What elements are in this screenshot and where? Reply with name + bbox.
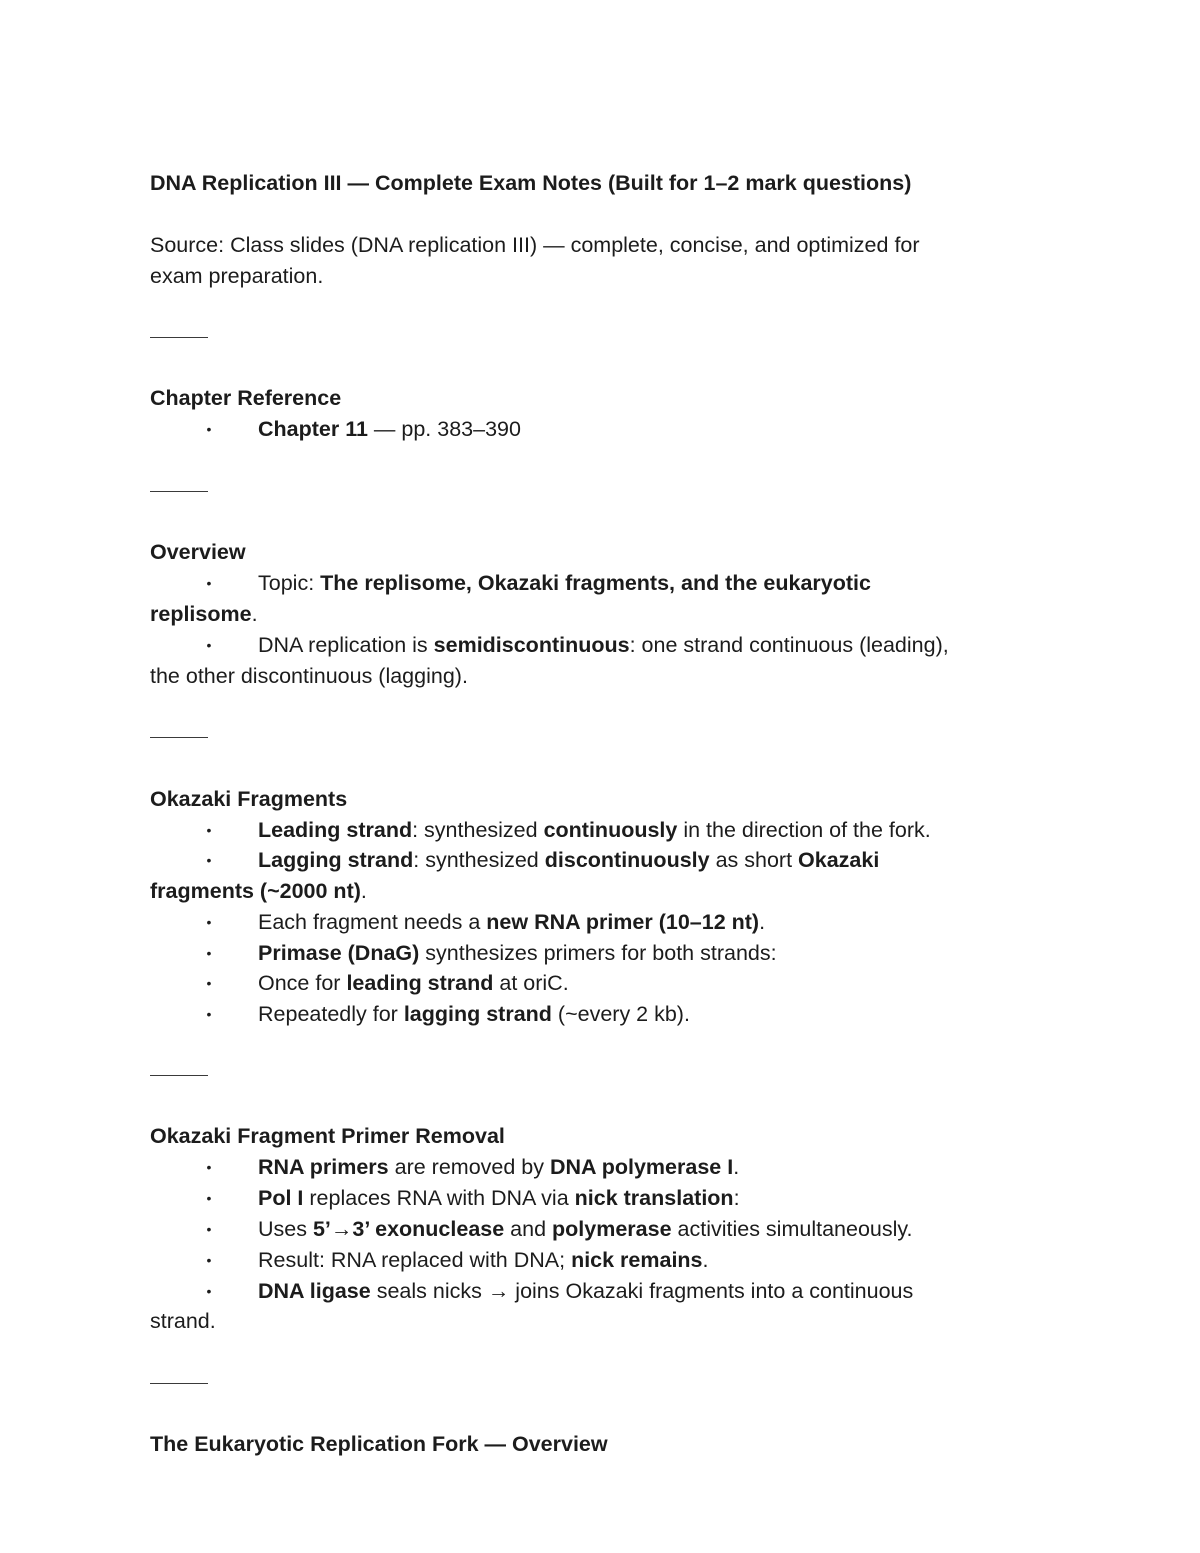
bullet-icon: • xyxy=(206,1006,212,1022)
bullet-icon: • xyxy=(206,637,212,653)
section-divider xyxy=(150,1075,208,1076)
bullet-icon: • xyxy=(206,852,212,868)
bullet-icon: • xyxy=(206,421,212,437)
section-divider xyxy=(150,1383,208,1384)
document-page: DNA Replication III — Complete Exam Notes (Built for 1–2 mark questions) Source: Class slides (DNA replication III) — complete, concise, and optimized for exam preparation. Chapter Reference • Chapter 11 — pp. 383–390 Overview • Topic: The replisome, Okazaki fragments, and the eukaryotic replisome. • DNA replication is semidiscontinuous: one strand continuous (leading), the other discontinuous (lagging). Okazaki Fragments • Leading strand: synthesized continuously in the direction of the fork. • Lagging strand: synthesized discontinuously as short Okazaki fragments (~2000 nt). • Each fragment needs a new RNA primer (10–12 nt). • Primase (DnaG) synthesizes primers for both strands: • Once for leading strand at oriC. • Repeatedly for lagging strand (~every 2 kb). Okazaki Fragment Primer Removal • RNA primers are removed by DNA polymerase I. • Pol I replaces RNA with DNA via nick translation: • Uses 5’→3’ exonuclease and polymerase activities simultaneously. • Result: RNA replaced with DNA; nick remains. • DNA ligase seals nicks → joins Okazaki fragments into a continuous strand. The Eukaryotic Replication Fork — Overview xyxy=(0,0,1200,1553)
bullet-icon: • xyxy=(206,1252,212,1268)
list-item-continuation: strand. xyxy=(150,1309,216,1333)
primer-removal-heading: Okazaki Fragment Primer Removal xyxy=(150,1124,505,1148)
bullet-icon: • xyxy=(206,914,212,930)
bullet-icon: • xyxy=(206,945,212,961)
bullet-icon: • xyxy=(206,1283,212,1299)
bullet-icon: • xyxy=(206,1221,212,1237)
document-title: DNA Replication III — Complete Exam Notes (Built for 1–2 mark questions) xyxy=(150,171,912,195)
okazaki-heading: Okazaki Fragments xyxy=(150,787,348,811)
bullet-icon: • xyxy=(206,575,212,591)
list-item-continuation: replisome. xyxy=(150,602,258,626)
bullet-icon: • xyxy=(206,975,212,991)
eukaryotic-heading: The Eukaryotic Replication Fork — Overview xyxy=(150,1432,608,1456)
list-item-continuation: fragments (~2000 nt). xyxy=(150,879,367,903)
chapter-reference-heading: Chapter Reference xyxy=(150,386,342,410)
overview-heading: Overview xyxy=(150,540,246,564)
bullet-icon: • xyxy=(206,822,212,838)
source-line-1: Source: Class slides (DNA replication III) — complete, concise, and optimized for xyxy=(150,233,920,257)
list-item-continuation: the other discontinuous (lagging). xyxy=(150,664,468,688)
bullet-icon: • xyxy=(206,1190,212,1206)
bullet-icon: • xyxy=(206,1159,212,1175)
source-line-2: exam preparation. xyxy=(150,264,324,288)
section-divider xyxy=(150,491,208,492)
section-divider xyxy=(150,337,208,338)
section-divider xyxy=(150,737,208,738)
